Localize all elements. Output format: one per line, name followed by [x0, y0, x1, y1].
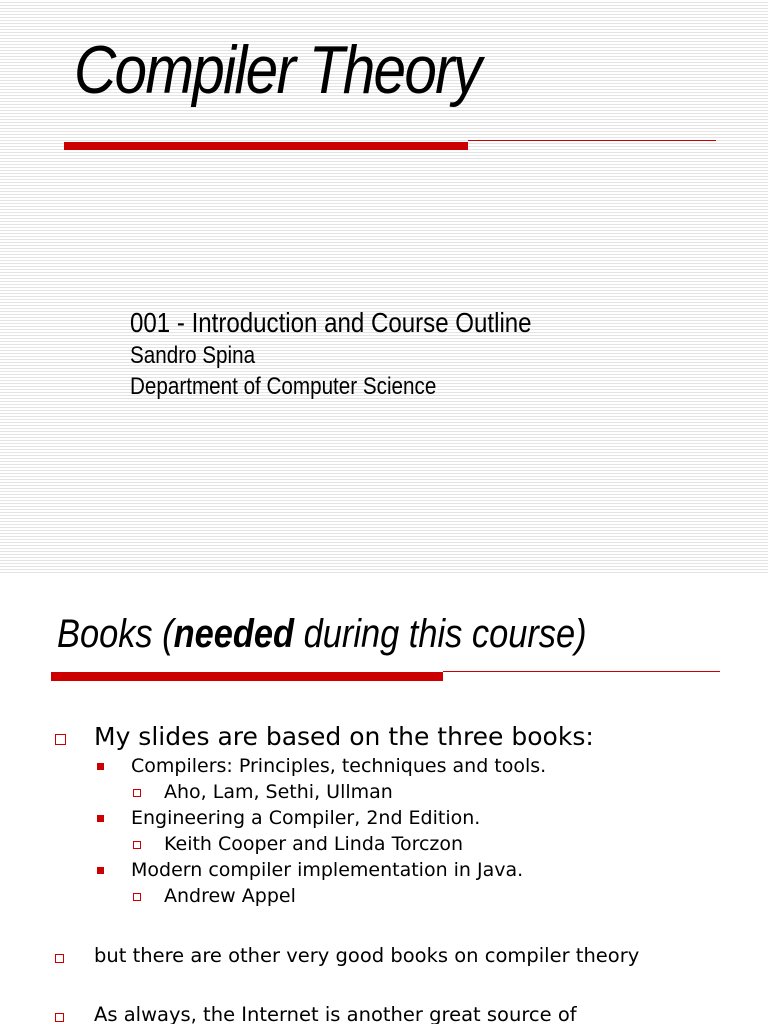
slide-title: Compiler Theory	[74, 32, 481, 108]
hollow-square-bullet-icon	[133, 789, 141, 797]
author-name: Sandro Spina	[130, 342, 256, 369]
filled-square-bullet-icon	[97, 867, 104, 874]
hollow-square-bullet-icon	[55, 734, 66, 745]
books-slide	[0, 574, 768, 1024]
bullet-text: Compilers: Principles, techniques and tools.	[131, 755, 547, 777]
bullet-text: Modern compiler implementation in Java.	[131, 859, 524, 881]
hollow-square-bullet-icon	[133, 841, 141, 849]
bullet-text: Keith Cooper and Linda Torczon	[164, 833, 464, 855]
title-underline-thin	[468, 140, 716, 141]
department-name: Department of Computer Science	[130, 373, 437, 400]
bullet-text: Andrew Appel	[164, 885, 296, 907]
bullet-text: Aho, Lam, Sethi, Ullman	[164, 781, 393, 803]
bullet-text: Engineering a Compiler, 2nd Edition.	[131, 807, 481, 829]
bullet-text: but there are other very good books on compiler theory	[94, 944, 640, 967]
title-underline-thick	[51, 672, 443, 681]
title-underline-thin	[443, 671, 720, 672]
title-suffix: during this course)	[294, 612, 587, 656]
bullet-text: My slides are based on the three books:	[94, 722, 594, 751]
lecture-subtitle: 001 - Introduction and Course Outline	[130, 307, 532, 338]
hollow-square-bullet-icon	[55, 954, 64, 963]
filled-square-bullet-icon	[97, 763, 104, 770]
filled-square-bullet-icon	[97, 815, 104, 822]
title-underline-thick	[64, 142, 468, 150]
title-emphasis: needed	[173, 612, 295, 656]
title-prefix: Books (	[57, 612, 174, 656]
hollow-square-bullet-icon	[55, 1013, 64, 1022]
slide-title	[57, 610, 587, 658]
hollow-square-bullet-icon	[133, 893, 141, 901]
bullet-text: As always, the Internet is another great source of	[94, 1003, 577, 1024]
